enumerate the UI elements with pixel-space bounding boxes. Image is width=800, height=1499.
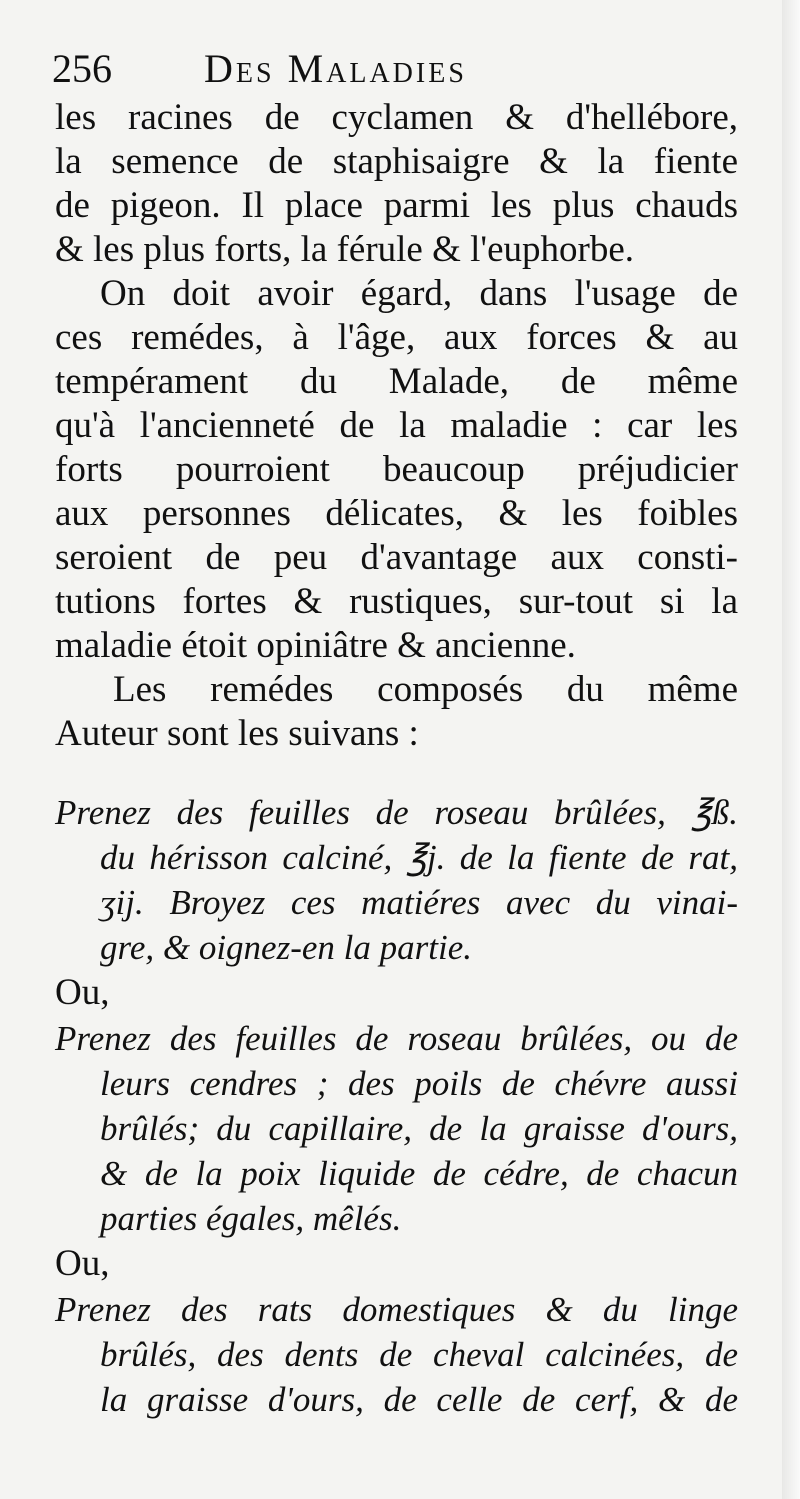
recipe-line: gre, & oignez-en la partie. (100, 928, 472, 967)
text-line: les racines de cyclamen & d'hellébore, (55, 97, 738, 138)
text-line: de pigeon. Il place parmi les plus chauds (55, 185, 738, 226)
recipe-line: & de la poix liquide de cédre, de chacun (100, 1154, 738, 1193)
ou-heading: Ou, (55, 1243, 110, 1284)
recipe-line: parties égales, mêlés. (100, 1199, 402, 1238)
page-edge (782, 0, 800, 1499)
text-line: & les plus forts, la férule & l'euphorbe. (55, 229, 634, 270)
text-line: seroient de peu d'avantage aux consti- (55, 537, 738, 578)
recipe-line: Prenez des feuilles de roseau brûlées, ℥ß. (55, 793, 738, 832)
recipe-line: Prenez des rats domestiques & du linge (55, 1290, 738, 1329)
recipe-line: brûlés; du capillaire, de la graisse d'ours, (100, 1109, 738, 1148)
text-line: la semence de staphisaigre & la fiente (55, 141, 738, 182)
recipe-line: la graisse d'ours, de celle de cerf, & de (100, 1380, 738, 1419)
text-line: Auteur sont les suivans : (55, 713, 419, 754)
text-line: aux personnes délicates, & les foibles (55, 493, 738, 534)
page-body (55, 96, 738, 1422)
text-line: forts pourroient beaucoup préjudicier (55, 449, 738, 490)
recipe-line: brûlés, des dents de cheval calcinées, de (100, 1335, 738, 1374)
text-line: On doit avoir égard, dans l'usage de (100, 273, 738, 314)
text-line: tutions fortes & rustiques, sur-tout si la (55, 581, 738, 622)
text-line: qu'à l'ancienneté de la maladie : car les (55, 405, 738, 446)
recipe-line: leurs cendres ; des poils de chévre aussi (100, 1064, 738, 1103)
text-line: maladie étoit opiniâtre & ancienne. (55, 625, 576, 666)
page-number: 256 (52, 46, 112, 91)
section-gap (55, 756, 738, 790)
recipe-line: Prenez des feuilles de roseau brûlées, ou de (55, 1019, 738, 1058)
recipe-line: du hérisson calciné, ℥j. de la fiente de rat, (100, 838, 738, 877)
ou-heading: Ou, (55, 972, 110, 1013)
text-line: Les remédes composés du même (113, 669, 738, 710)
running-title: Des Maladies (204, 46, 467, 91)
text-line: tempérament du Malade, de même (55, 361, 738, 402)
page-header (52, 44, 780, 94)
text-line: ces remédes, à l'âge, aux forces & au (55, 317, 738, 358)
recipe-line: ʒij. Broyez ces matiéres avec du vinai- (100, 883, 738, 922)
